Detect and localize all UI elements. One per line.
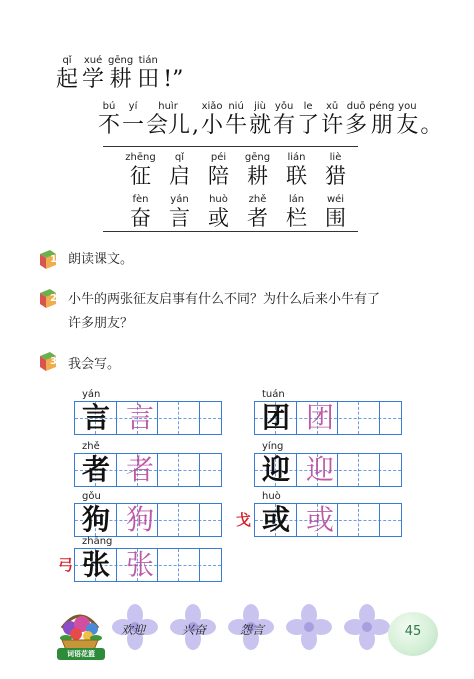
page-number: 45	[404, 624, 422, 639]
model-character: 或	[261, 503, 290, 536]
ruby-char: 。	[420, 113, 443, 138]
number-cube-icon	[36, 349, 60, 373]
trace-character: 迎	[305, 453, 334, 486]
pinyin-label: tuán	[262, 389, 285, 400]
ruby-char: xǔ 许	[321, 101, 344, 138]
ruby-char: wéi 围	[325, 194, 346, 230]
model-character: 言	[81, 401, 110, 434]
number-cube-icon	[36, 247, 60, 271]
ruby-char: fèn 奋	[130, 194, 151, 230]
trace-character: 或	[305, 503, 334, 536]
ruby-char: yǒu 有	[273, 101, 296, 138]
word-huanying: 欢迎	[121, 623, 146, 637]
model-character: 张	[81, 548, 110, 581]
new-words-box	[103, 146, 358, 232]
ruby-char: yán 言	[169, 194, 190, 230]
item-2-text-line-1: 小牛的两张征友启事有什么不同？为什么后来小牛有了	[68, 292, 381, 307]
ruby-char: qǐ 启	[169, 152, 190, 188]
model-character: 团	[261, 401, 290, 434]
model-character: 迎	[261, 453, 290, 486]
pinyin-label: gǒu	[82, 491, 101, 502]
ruby-char: bú 不	[98, 101, 121, 138]
trace-character: 张	[125, 548, 154, 581]
trace-character: 言	[125, 401, 154, 434]
ruby-char: zhě 者	[247, 194, 268, 230]
ruby-char: gēng 耕	[244, 152, 271, 188]
pinyin-label: zhāng	[82, 536, 113, 547]
model-character: 狗	[81, 503, 110, 536]
item-3-text: 我会写。	[68, 357, 121, 372]
new-words-row-1	[121, 151, 355, 188]
ruby-char: liè 猎	[325, 152, 346, 188]
flower-icon	[344, 604, 390, 650]
ruby-char: huò 或	[208, 194, 229, 230]
ruby-char: qǐ 起	[56, 55, 79, 92]
text-line-2	[98, 100, 444, 139]
radical-hint: 戈	[236, 511, 252, 529]
ruby-char: duō 多	[345, 101, 368, 138]
ruby-char: gēng 耕	[108, 55, 134, 92]
item-2-text-line-2: 许多朋友？	[68, 316, 134, 331]
basket-label: 词语花篮	[57, 648, 105, 660]
ruby-char: huìr 会儿	[146, 101, 191, 138]
new-words-row-2	[121, 193, 355, 230]
ruby-char: péng 朋	[369, 101, 395, 138]
ruby-char: zhēng 征	[125, 152, 156, 188]
ruby-char: jiù 就	[249, 101, 272, 138]
ruby-char: tián 田	[137, 55, 160, 92]
svg-text:1: 1	[50, 254, 57, 265]
flower-basket-icon	[52, 598, 108, 654]
item-1-text: 朗读课文。	[68, 252, 134, 267]
trace-character: 狗	[125, 503, 154, 536]
ruby-char: !”	[163, 67, 184, 92]
ruby-char: you 友	[396, 101, 419, 138]
word-xingfen: 兴奋	[182, 623, 207, 637]
pinyin-label: yíng	[262, 441, 284, 452]
ruby-char: lián 联	[286, 152, 307, 188]
ruby-char: xiǎo 小	[201, 101, 224, 138]
ruby-char: le 了	[297, 101, 320, 138]
ruby-char: péi 陪	[208, 152, 229, 188]
number-cube-icon	[36, 286, 60, 310]
svg-text:2: 2	[50, 293, 57, 304]
ruby-char: lán 栏	[286, 194, 307, 230]
pinyin-label: yán	[82, 389, 101, 400]
svg-text:3: 3	[50, 356, 57, 367]
radical-hint: 弓	[58, 556, 74, 574]
trace-character: 团	[305, 401, 334, 434]
word-yuanyan: 怨言	[240, 623, 265, 637]
text-line-1	[56, 54, 187, 93]
pinyin-label: zhě	[82, 441, 100, 452]
ruby-char: xué 学	[82, 55, 105, 92]
ruby-char: yí 一	[122, 101, 145, 138]
trace-character: 者	[125, 453, 154, 486]
pinyin-label: huò	[262, 491, 281, 502]
ruby-char: niú 牛	[225, 101, 248, 138]
flower-icon	[286, 604, 332, 650]
model-character: 者	[81, 453, 110, 486]
ruby-char: ,	[192, 113, 200, 138]
